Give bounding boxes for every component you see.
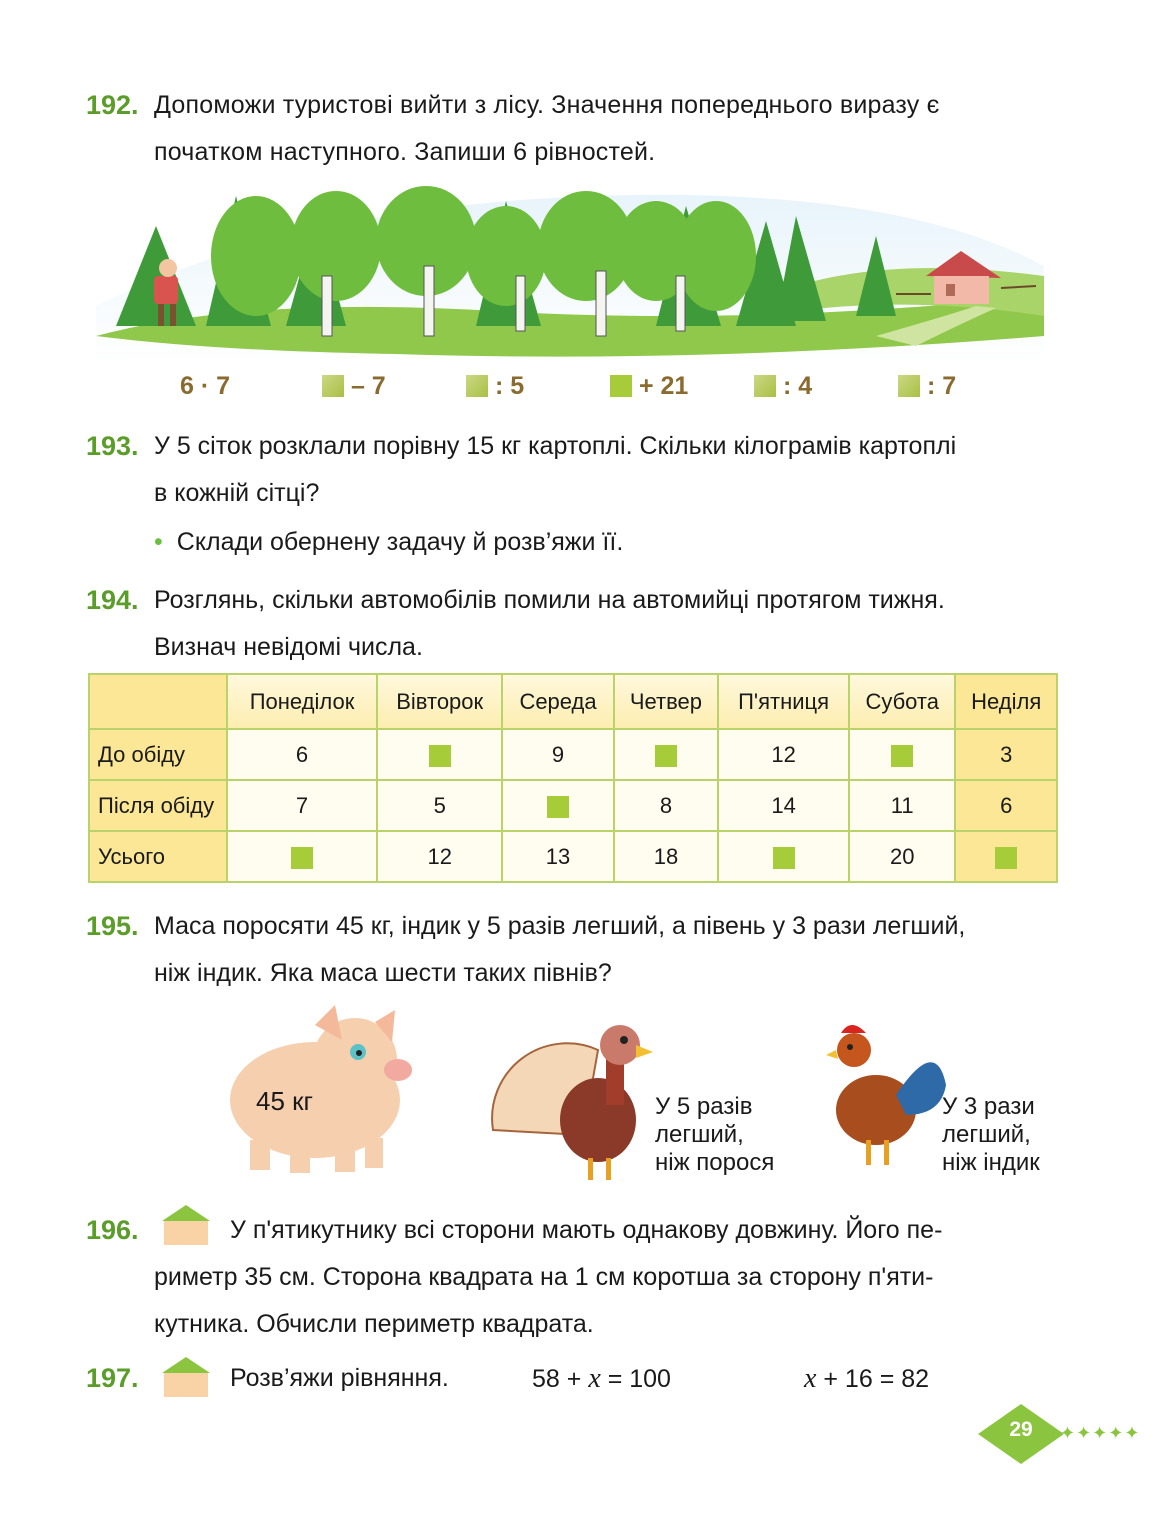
task-number: 195. xyxy=(86,911,139,941)
table-cell: 7 xyxy=(227,780,377,831)
page-number: 29 xyxy=(1009,1418,1033,1441)
blank-square xyxy=(773,847,795,869)
pig-illustration xyxy=(220,1000,420,1180)
task-text-line: початком наступного. Запиши 6 рівностей. xyxy=(154,138,656,166)
blank-cell xyxy=(614,729,718,780)
blank-square xyxy=(754,375,776,397)
rooster-caption xyxy=(942,1093,1040,1177)
page-number-badge xyxy=(976,1402,1066,1466)
col-header: Четвер xyxy=(614,674,718,729)
blank-cell xyxy=(849,729,955,780)
table-row xyxy=(89,729,1057,780)
col-header: Вівторок xyxy=(377,674,502,729)
table-cell: 8 xyxy=(614,780,718,831)
task-text-line: Допоможи туристові вийти з лісу. Значення попереднього виразу є xyxy=(154,91,940,119)
task-195 xyxy=(86,903,1066,997)
table-corner xyxy=(89,674,227,729)
task-text-line: Маса поросяти 45 кг, індик у 5 разів легший, а півень у 3 рази легший, xyxy=(154,912,966,940)
caption-line: ніж індик xyxy=(942,1149,1040,1176)
task-bullet: Склади обернену задачу й розв’яжи її. xyxy=(176,528,624,556)
table-cell: 13 xyxy=(502,831,613,882)
blank-square xyxy=(610,375,632,397)
col-header: Субота xyxy=(849,674,955,729)
col-header: П'ятниця xyxy=(718,674,849,729)
caption-line: легший, xyxy=(942,1121,1031,1148)
task-text-line: риметр 35 см. Сторона квадрата на 1 см коротша за сторону п'яти- xyxy=(154,1263,934,1291)
blank-cell xyxy=(377,729,502,780)
table-cell: 6 xyxy=(227,729,377,780)
table-cell: 6 xyxy=(955,780,1057,831)
task-193 xyxy=(86,423,1066,566)
table-row xyxy=(89,831,1057,882)
task-192 xyxy=(86,82,1066,176)
blank-square xyxy=(547,796,569,818)
task-text-line: Розглянь, скільки автомобілів помили на автомийці протягом тижня. xyxy=(154,586,945,614)
table-cell: 5 xyxy=(377,780,502,831)
col-header: Неділя xyxy=(955,674,1057,729)
task-text-line: ніж індик. Яка маса шести таких півнів? xyxy=(154,959,612,987)
row-label: До обіду xyxy=(89,729,227,780)
equation-2 xyxy=(804,1355,929,1403)
blank-square xyxy=(898,375,920,397)
table-cell: 14 xyxy=(718,780,849,831)
task-text: Розв’яжи рівняння. xyxy=(230,1364,449,1392)
task-text-line: У 5 сіток розклали порівну 15 кг картоплі. Скільки кілограмів картоплі xyxy=(154,432,957,460)
caption-line: У 5 разів xyxy=(655,1093,753,1120)
chain-step: – 7 xyxy=(350,372,386,400)
row-label: Після обіду xyxy=(89,780,227,831)
table-cell: 3 xyxy=(955,729,1057,780)
caption-line: У 3 рази xyxy=(942,1093,1035,1120)
task-197 xyxy=(86,1355,1066,1405)
task-text-line: У п'ятикутнику всі сторони мають однакову довжину. Його пе- xyxy=(230,1216,943,1244)
blank-cell xyxy=(502,780,613,831)
row-label: Усього xyxy=(89,831,227,882)
task-number: 197. xyxy=(86,1363,139,1393)
homework-house-icon xyxy=(158,1203,214,1247)
task-196 xyxy=(86,1207,1066,1348)
eq-part: + 16 = 82 xyxy=(823,1365,930,1393)
task-text-line: Визнач невідомі числа. xyxy=(154,633,423,661)
task-text-line: кутника. Обчисли периметр квадрата. xyxy=(154,1310,594,1338)
task-number: 193. xyxy=(86,431,139,461)
blank-square xyxy=(995,847,1017,869)
chain-step: : 5 xyxy=(494,372,525,400)
blank-square xyxy=(466,375,488,397)
blank-square xyxy=(322,375,344,397)
table-row xyxy=(89,780,1057,831)
eq-part: = 100 xyxy=(607,1365,671,1393)
table-cell: 12 xyxy=(718,729,849,780)
table-cell: 18 xyxy=(614,831,718,882)
task-number: 196. xyxy=(86,1215,139,1245)
forest-illustration xyxy=(96,186,1044,364)
homework-house-icon xyxy=(158,1355,214,1399)
chain-step: : 4 xyxy=(782,372,813,400)
blank-square xyxy=(291,847,313,869)
blank-square xyxy=(891,745,913,767)
caption-line: ніж порося xyxy=(655,1149,775,1176)
eq-variable: x xyxy=(804,1363,817,1394)
turkey-illustration xyxy=(488,1010,658,1185)
eq-variable: x xyxy=(588,1363,601,1394)
task-194 xyxy=(86,577,1066,671)
expression-chain xyxy=(180,364,980,408)
table-cell: 20 xyxy=(849,831,955,882)
task-number: 194. xyxy=(86,585,139,615)
eq-part: 58 + xyxy=(532,1365,582,1393)
chain-start: 6 · 7 xyxy=(180,372,231,400)
col-header: Середа xyxy=(502,674,613,729)
table-cell: 12 xyxy=(377,831,502,882)
chain-step: + 21 xyxy=(638,372,689,400)
col-header: Понеділок xyxy=(227,674,377,729)
caption-line: легший, xyxy=(655,1121,744,1148)
chain-step: : 7 xyxy=(926,372,957,400)
car-wash-table xyxy=(88,673,1058,883)
blank-square xyxy=(655,745,677,767)
blank-cell xyxy=(955,831,1057,882)
blank-cell xyxy=(718,831,849,882)
blank-square xyxy=(429,745,451,767)
blank-cell xyxy=(227,831,377,882)
bullet-icon: • xyxy=(154,528,163,556)
table-cell: 9 xyxy=(502,729,613,780)
table-cell: 11 xyxy=(849,780,955,831)
pig-weight-label: 45 кг xyxy=(256,1086,314,1116)
equation-1 xyxy=(532,1355,671,1403)
rooster-illustration xyxy=(826,1015,951,1170)
turkey-caption xyxy=(655,1093,774,1177)
task-text-line: в кожній сітці? xyxy=(154,479,320,507)
task-number: 192. xyxy=(86,90,139,120)
decorative-stars-icon: ✦✦✦✦✦ xyxy=(1060,1423,1141,1443)
